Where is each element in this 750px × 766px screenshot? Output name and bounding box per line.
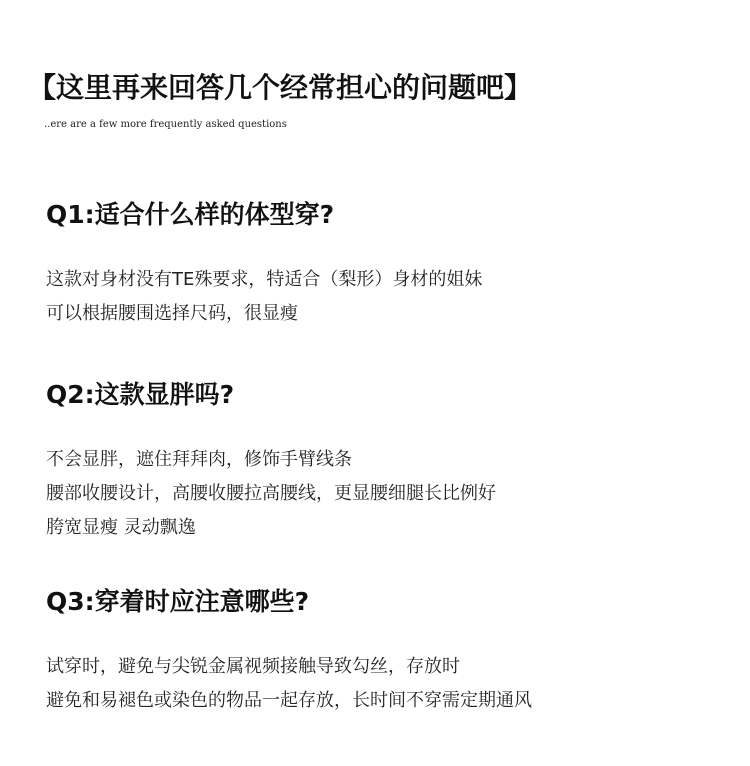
question-heading: Q1:适合什么样的体型穿? xyxy=(46,200,335,229)
answer-block xyxy=(46,263,726,331)
answer-block xyxy=(46,650,726,718)
answer-line: 胯宽显瘦 灵动飘逸 xyxy=(46,517,196,538)
faq-header xyxy=(28,66,728,131)
answer-line: 试穿时，避免与尖锐金属视频接触导致勾丝，存放时 xyxy=(46,656,460,677)
page-title: 【这里再来回答几个经常担心的问题吧】 xyxy=(28,71,533,104)
faq-item-q1 xyxy=(46,199,726,331)
answer-line: 可以根据腰围选择尺码，很显瘦 xyxy=(46,303,298,324)
question-heading: Q3:穿着时应注意哪些? xyxy=(46,587,310,616)
faq-item-q3 xyxy=(46,586,726,718)
question-heading: Q2:这款显胖吗? xyxy=(46,380,235,409)
faq-item-q2 xyxy=(46,379,726,545)
answer-line: 避免和易褪色或染色的物品一起存放，长时间不穿需定期通风 xyxy=(46,690,532,711)
answer-line: 腰部收腰设计，高腰收腰拉高腰线，更显腰细腿长比例好 xyxy=(46,483,496,504)
answer-line: 不会显胖，遮住拜拜肉，修饰手臂线条 xyxy=(46,449,352,470)
answer-line: 这款对身材没有TE殊要求，特适合（梨形）身材的姐妹 xyxy=(46,269,483,290)
page-subtitle: ..ere are a few more frequently asked questions xyxy=(44,119,287,130)
answer-block xyxy=(46,443,726,545)
